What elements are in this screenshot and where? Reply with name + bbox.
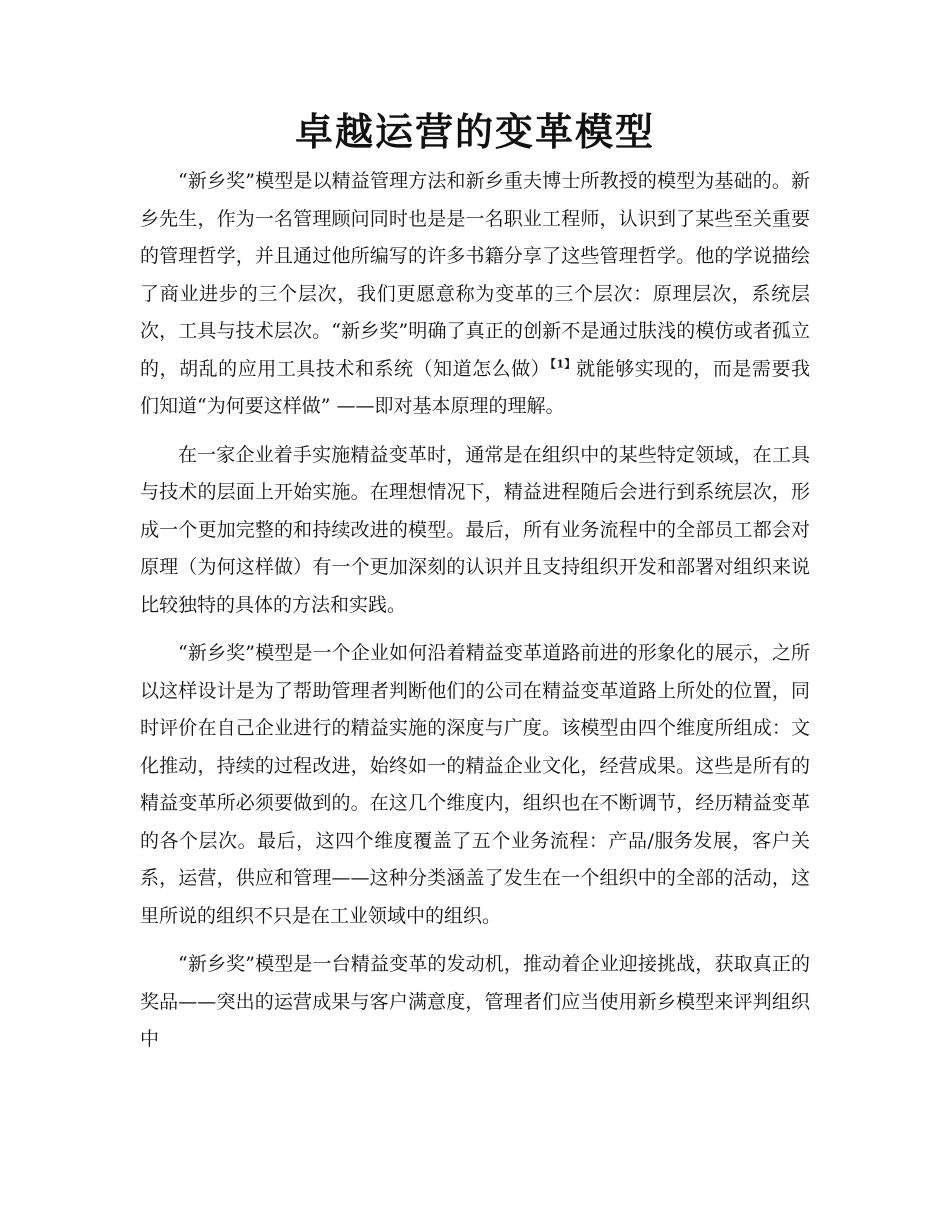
paragraph-1	[140, 163, 810, 426]
paragraph-1-text-before-ref: “新乡奖”模型是以精益管理方法和新乡重夫博士所教授的模型为基础的。新乡先生，作为一名管理顾问同时也是是一名职业工程师，认识到了某些至关重要的管理哲学，并且通过他所编写的许多书籍分享了这些管理哲学。他的学说描绘了商业进步的三个层次，我们更愿意称为变革的三个层次：原理层次，系统层次，工具与技术层次。“新乡奖”明确了真正的创新不是通过肤浅的模仿或者孤立的，胡乱的应用工具技术和系统（知道怎么做）	[140, 170, 810, 380]
paragraph-2: 在一家企业着手实施精益变革时，通常是在组织中的某些特定领域，在工具与技术的层面上开始实施。在理想情况下，精益进程随后会进行到系统层次，形成一个更加完整的和持续改进的模型。最后，所有业务流程中的全部员工都会对原理（为何这样做）有一个更加深刻的认识并且支持组织开发和部署对组织来说比较独特的具体的方法和实践。	[140, 443, 810, 616]
footnote-reference[interactable]: 【1】	[550, 357, 577, 371]
paragraph-4: “新乡奖”模型是一台精益变革的发动机，推动着企业迎接挑战，获取真正的奖品——突出的运营成果与客户满意度，管理者们应当使用新乡模型来评判组织中	[140, 953, 810, 1050]
paragraph-1-text-after-ref: 就能够实现的，而是需要我们知道“为何要这样做” ——即对基本原理的理解。	[140, 357, 810, 417]
paragraph-3: “新乡奖”模型是一个企业如何沿着精益变革道路前进的形象化的展示，之所以这样设计是为了帮助管理者判断他们的公司在精益变革道路上所处的位置，同时评价在自己企业进行的精益实施的深度与广度。该模型由四个维度所组成：文化推动，持续的过程改进，始终如一的精益企业文化，经营成果。这些是所有的精益变革所必须要做到的。在这几个维度内，组织也在不断调节，经历精益变革的各个层次。最后，这四个维度覆盖了五个业务流程：产品/服务发展，客户关系，运营，供应和管理——这种分类涵盖了发生在一个组织中的全部的活动，这里所说的组织不只是在工业领域中的组织。	[140, 642, 810, 927]
document-body	[140, 163, 810, 1070]
document-title: 卓越运营的变革模型	[294, 109, 655, 154]
